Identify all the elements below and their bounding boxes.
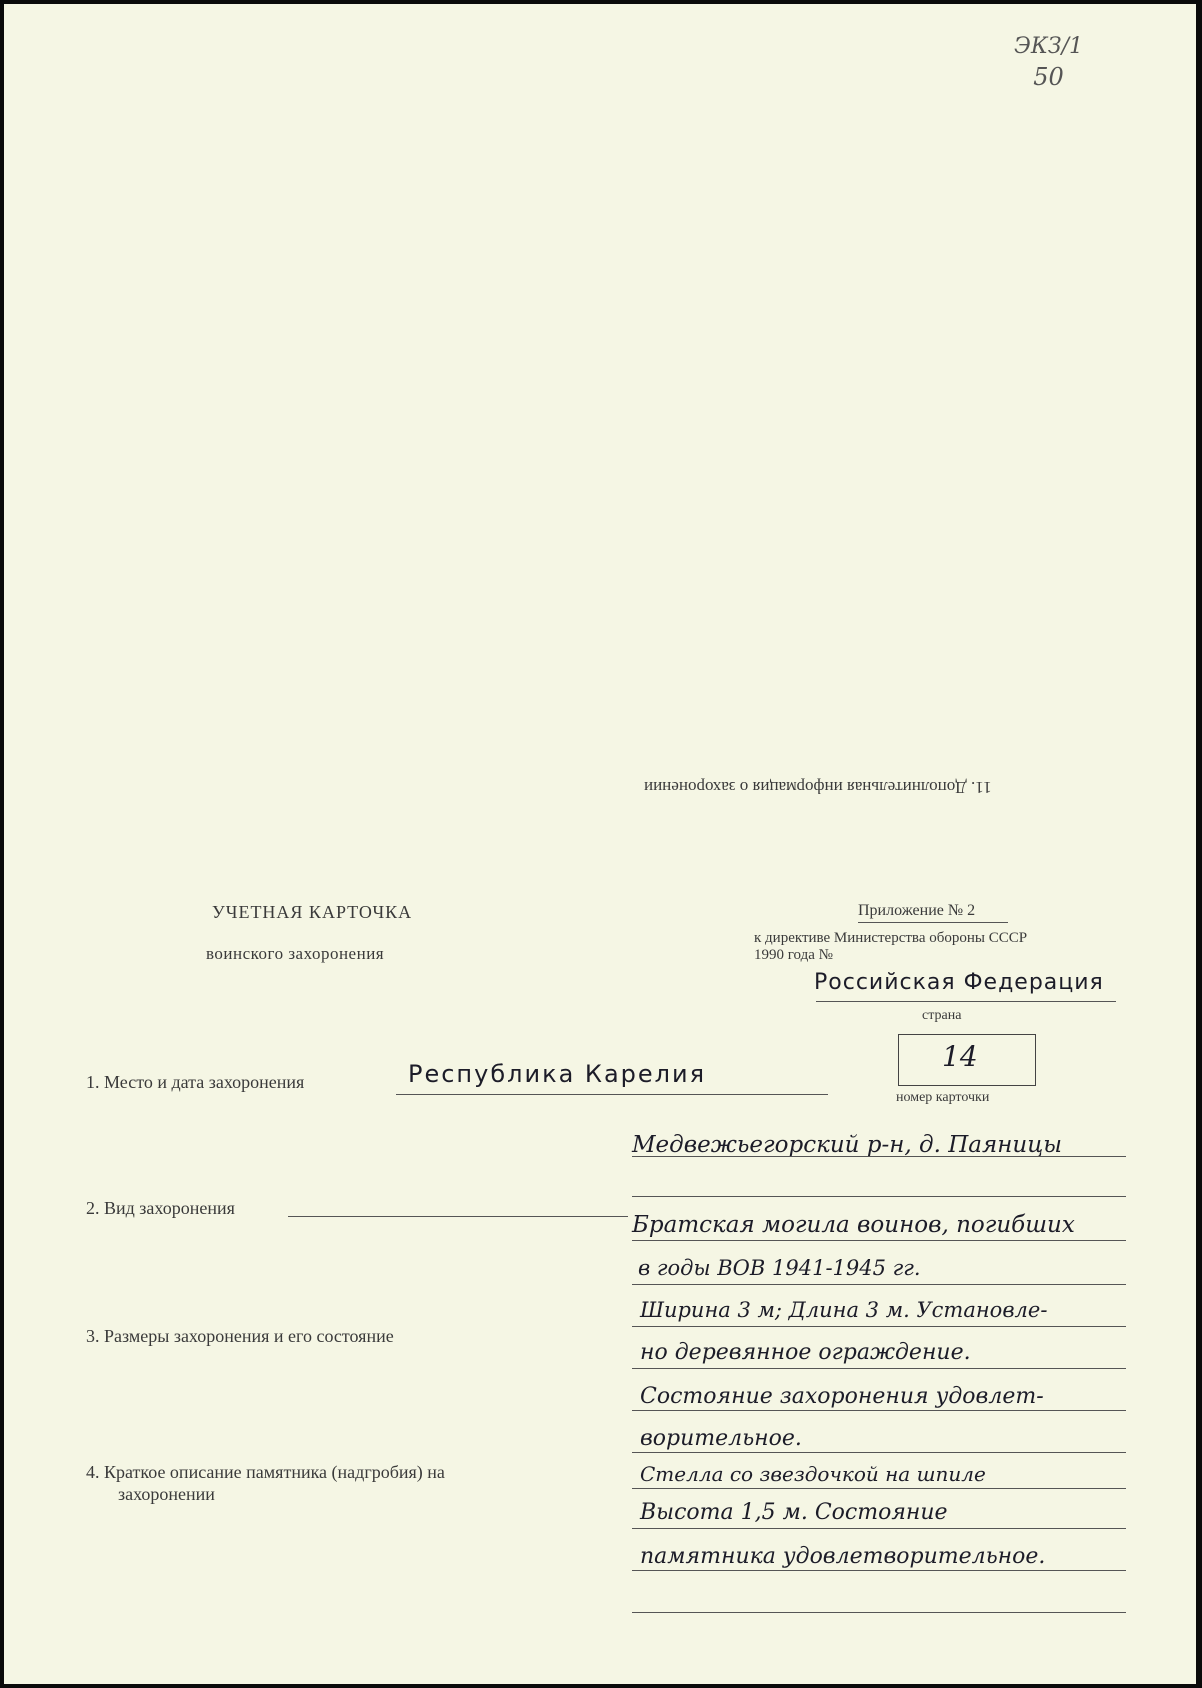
card-subtitle: воинского захоронения [206, 944, 385, 963]
field-3-value-line4: ворительное. [640, 1426, 802, 1451]
field-3-underline-2 [632, 1368, 1126, 1369]
country-label: страна [922, 1008, 962, 1023]
card-title: УЧЕТНАЯ КАРТОЧКА [212, 902, 413, 922]
archive-mark-line2: 50 [1033, 63, 1064, 91]
field-4-value-line2: Высота 1,5 м. Состояние [640, 1500, 948, 1525]
country-underline [816, 1001, 1116, 1002]
field-2-value-line2: в годы ВОВ 1941-1945 гг. [638, 1256, 921, 1280]
directive-line2: 1990 года № [754, 947, 833, 963]
field-4-underline-1 [632, 1488, 1126, 1489]
field-3-underline-3 [632, 1410, 1126, 1411]
field-4-underline-2 [632, 1528, 1126, 1529]
appendix-label: Приложение № 2 [858, 902, 976, 919]
field-3-underline-4 [632, 1452, 1126, 1453]
field-2-underline-2 [632, 1284, 1126, 1285]
field-3-label: 3. Размеры захоронения и его состояние [86, 1326, 394, 1346]
directive-line1: к директиве Министерства обороны СССР [754, 930, 1028, 946]
field-4-underline-3 [632, 1570, 1126, 1571]
field-3-underline-1 [632, 1326, 1126, 1327]
field-4-value-line3: памятника удовлетворительное. [640, 1544, 1046, 1569]
field-3-value-line2: но деревянное ограждение. [640, 1340, 971, 1365]
archive-mark [1014, 32, 1083, 92]
field-1-value-line2: Медвежьегорский р-н, д. Паяницы [632, 1132, 1062, 1158]
field-2-label-leader [288, 1216, 628, 1217]
field-1-value-line1: Республика Карелия [408, 1060, 707, 1088]
reverse-side-note: 11. Дополнительная информация о захоронении [644, 778, 992, 797]
field-2-label: 2. Вид захоронения [86, 1198, 235, 1218]
field-2-value-line1: Братская могила воинов, погибших [632, 1212, 1075, 1238]
field-4-label-line1: 4. Краткое описание памятника (надгробия) на [86, 1462, 445, 1482]
archive-mark-line1: ЭКЗ/1 [1014, 34, 1083, 59]
field-1-underline-3 [632, 1196, 1126, 1197]
field-2-underline-1 [632, 1240, 1126, 1241]
appendix-underline [858, 922, 1008, 923]
field-4-label-line2: захоронении [118, 1484, 215, 1504]
field-1-label: 1. Место и дата захоронения [86, 1072, 305, 1092]
field-4-underline-4 [632, 1612, 1126, 1613]
field-4-value-line1: Стелла со звездочкой на шпиле [640, 1462, 986, 1486]
card-number-value: 14 [942, 1040, 978, 1073]
field-3-value-line1: Ширина 3 м; Длина 3 м. Установле- [640, 1298, 1048, 1322]
field-1-underline-2 [632, 1156, 1126, 1157]
field-1-underline-1 [396, 1094, 828, 1095]
card-number-label: номер карточки [896, 1090, 990, 1105]
country-value: Российская Федерация [814, 970, 1104, 995]
record-card-page [4, 4, 1196, 1684]
field-3-value-line3: Состояние захоронения удовлет- [640, 1384, 1044, 1409]
